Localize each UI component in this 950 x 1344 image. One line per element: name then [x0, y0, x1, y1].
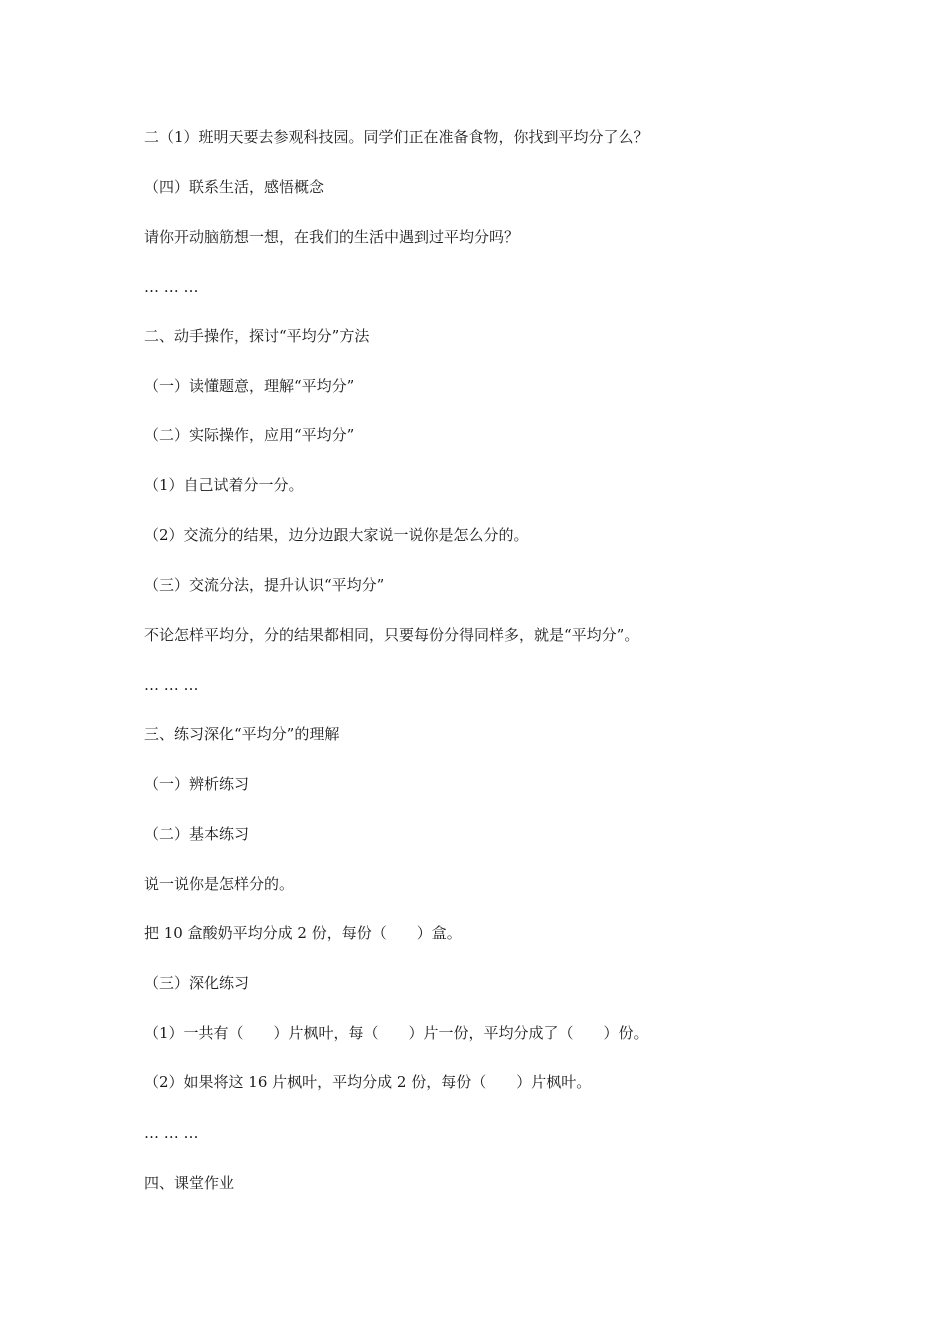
section-heading-2: 二、动手操作，探讨“平均分”方法: [144, 327, 370, 345]
exercise-yogurt: 把 10 盒酸奶平均分成 2 份，每份（ ）盒。: [144, 924, 462, 942]
exercise-maple-1: （1）一共有（ ）片枫叶，每（ ）片一份，平均分成了（ ）份。: [144, 1024, 649, 1042]
ellipsis-2: … … …: [144, 676, 199, 694]
paragraph-think-prompt: 请你开动脑筋想一想，在我们的生活中遇到过平均分吗？: [144, 228, 520, 246]
subheading-3-3: （三）深化练习: [144, 974, 250, 992]
step-1: （1）自己试着分一分。: [144, 476, 304, 494]
paragraph-intro-question: 二（1）班明天要去参观科技园。同学们正在准备食物，你找到平均分了么？: [144, 128, 649, 146]
paragraph-explain: 说一说你是怎样分的。: [144, 875, 295, 893]
section-heading-4: 四、课堂作业: [144, 1174, 235, 1192]
subheading-3-2: （二）基本练习: [144, 825, 250, 843]
ellipsis-3: … … …: [144, 1124, 199, 1142]
step-2: （2）交流分的结果，边分边跟大家说一说你是怎么分的。: [144, 526, 529, 544]
subheading-3-1: （一）辨析练习: [144, 775, 250, 793]
subheading-2-3: （三）交流分法，提升认识“平均分”: [144, 576, 385, 594]
exercise-maple-2: （2）如果将这 16 片枫叶，平均分成 2 份，每份（ ）片枫叶。: [144, 1073, 592, 1091]
subheading-4-life-connection: （四）联系生活，感悟概念: [144, 178, 325, 196]
paragraph-conclusion: 不论怎样平均分，分的结果都相同，只要每份分得同样多，就是“平均分”。: [144, 626, 640, 644]
ellipsis-1: … … …: [144, 278, 199, 296]
subheading-2-1: （一）读懂题意，理解“平均分”: [144, 377, 355, 395]
section-heading-3: 三、练习深化“平均分”的理解: [144, 725, 340, 743]
subheading-2-2: （二）实际操作，应用“平均分”: [144, 426, 355, 444]
